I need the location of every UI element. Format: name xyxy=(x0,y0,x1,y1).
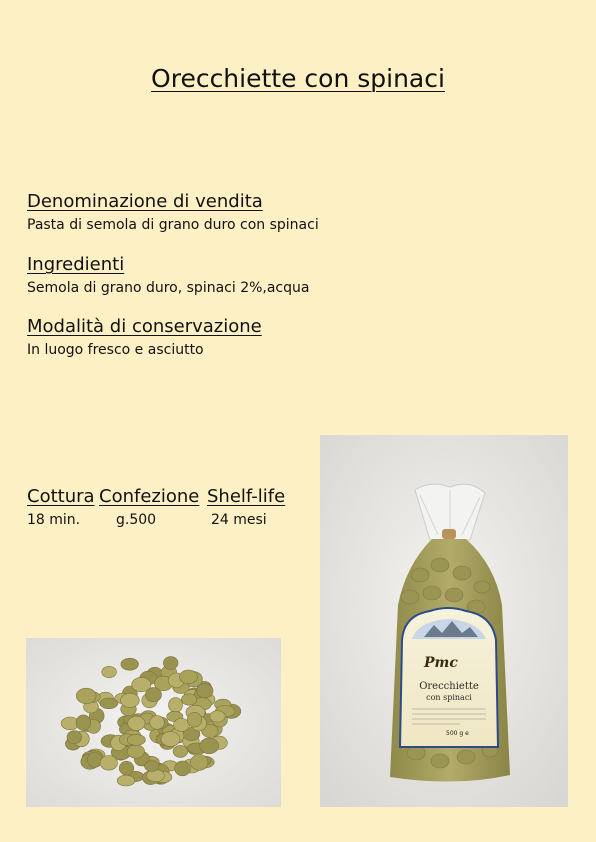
orecchietta-piece xyxy=(87,753,102,768)
orecchietta-piece xyxy=(200,738,219,754)
orecchietta-piece xyxy=(67,731,82,744)
package-photo xyxy=(320,435,568,807)
orecchietta-piece xyxy=(175,761,191,776)
orecchietta-piece xyxy=(128,716,145,730)
orecchietta-piece xyxy=(76,688,96,703)
orecchietta-piece xyxy=(197,684,213,698)
section-heading-conservazione: Modalità di conservazione xyxy=(27,316,262,337)
orecchietta-piece xyxy=(190,755,208,771)
orecchietta-piece xyxy=(173,745,188,757)
package-product-line1: Orecchiette xyxy=(419,681,479,692)
orecchietta-piece xyxy=(100,756,117,771)
orecchietta-piece xyxy=(76,715,91,730)
orecchietta-piece xyxy=(181,694,196,705)
spec-heading-cottura: Cottura xyxy=(27,486,95,507)
section-heading-denominazione: Denominazione di vendita xyxy=(27,191,263,212)
orecchietta-piece xyxy=(119,761,133,775)
spec-heading-shelf-life: Shelf-life xyxy=(207,486,286,507)
orecchietta-piece xyxy=(163,657,178,670)
section-text-conservazione: In luogo fresco e asciutto xyxy=(27,342,204,358)
orecchietta-piece xyxy=(150,716,165,730)
orecchietta-piece xyxy=(102,666,117,677)
orecchietta-piece xyxy=(121,658,139,670)
orecchietta-piece xyxy=(127,745,144,758)
page-title: Orecchiette con spinaci xyxy=(151,64,445,93)
orecchietta-piece xyxy=(169,698,183,713)
orecchietta-piece xyxy=(179,670,197,684)
section-text-denominazione: Pasta di semola di grano duro con spinaci xyxy=(27,217,319,233)
spec-heading-confezione: Confezione xyxy=(99,486,200,507)
orecchietta-piece xyxy=(127,734,145,745)
package-brand: Pmc xyxy=(424,655,458,671)
spec-value-shelf-life: 24 mesi xyxy=(211,512,267,528)
orecchietta-piece xyxy=(210,711,225,722)
pasta-photo xyxy=(26,638,281,807)
spec-value-cottura: 18 min. xyxy=(27,512,81,528)
orecchietta-piece xyxy=(132,677,151,691)
orecchietta-piece xyxy=(187,712,201,727)
package-product-line2: con spinaci xyxy=(426,693,472,702)
orecchietta-piece xyxy=(161,732,180,747)
orecchietta-piece xyxy=(121,693,140,707)
section-text-ingredienti: Semola di grano duro, spinaci 2%,acqua xyxy=(27,280,310,296)
orecchietta-piece xyxy=(117,775,135,786)
package-weight: 500 g e xyxy=(446,730,469,737)
spec-value-confezione: g.500 xyxy=(116,512,157,528)
orecchietta-piece xyxy=(100,698,118,709)
section-heading-ingredienti: Ingredienti xyxy=(27,254,125,275)
orecchietta-piece xyxy=(145,761,159,772)
